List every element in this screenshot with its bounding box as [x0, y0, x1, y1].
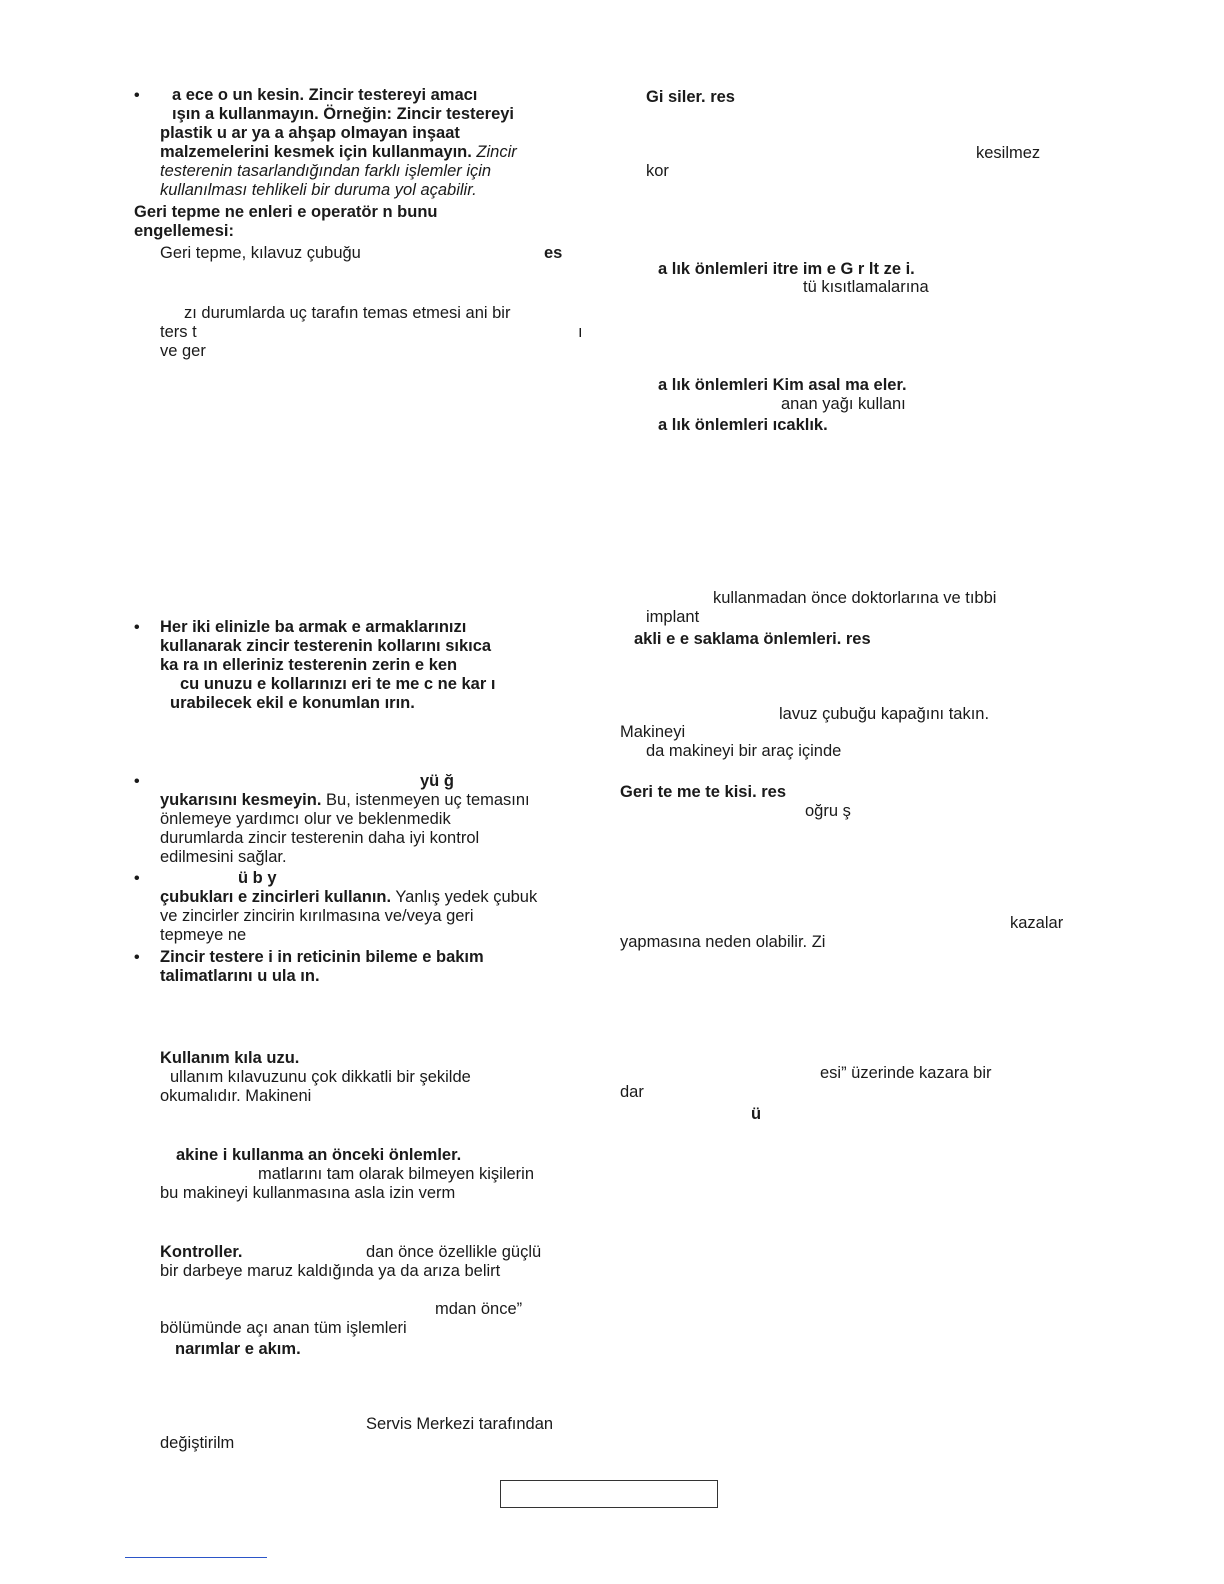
text-line: urabilecek ekil e konumlan ırın.: [170, 694, 415, 712]
text-line: dar: [620, 1083, 644, 1101]
text-line: kazalar: [1010, 914, 1064, 932]
text-line: ü: [751, 1105, 762, 1123]
text-line: okumalıdır. Makineni: [160, 1087, 312, 1105]
text-line: kullanmadan önce doktorlarına ve tıbbi: [713, 589, 997, 607]
bullet-dot: •: [134, 949, 140, 966]
bold-span: malzemelerini kesmek için kullanmayın.: [160, 143, 472, 161]
text-line: yü ğ: [420, 772, 454, 790]
section-heading: narımlar e akım.: [175, 1340, 301, 1358]
text-line: edilmesini sağlar.: [160, 848, 287, 866]
text-line: ve zincirler zincirin kırılmasına ve/veya geri: [160, 907, 474, 925]
text-line: bu makineyi kullanmasına asla izin verm: [160, 1184, 456, 1202]
text-line: tü kısıtlamalarına: [803, 278, 929, 296]
section-heading: a lık önlemleri Kim asal ma eler.: [658, 376, 907, 394]
bullet-dot: •: [134, 619, 140, 636]
bold-span: çubukları e zincirleri kullanın.: [160, 888, 392, 906]
text-line: ullanım kılavuzunu çok dikkatli bir şekilde: [170, 1068, 471, 1086]
text-line: implant: [646, 608, 700, 626]
section-heading: Geri te me te kisi. res: [620, 783, 787, 801]
section-heading: Geri tepme ne enleri e operatör n bunu: [134, 203, 438, 221]
text-line: [160, 791, 530, 810]
text-line: a ece o un kesin. Zincir testereyi amacı: [172, 86, 478, 104]
text-line: anan yağı kullanı: [781, 395, 906, 413]
text-line: oğru ş: [805, 802, 851, 820]
text-line: yapmasına neden olabilir. Zi: [620, 933, 826, 951]
text-line: [160, 888, 537, 907]
text-line: Servis Merkezi tarafından: [366, 1415, 554, 1433]
text-line: dan önce özellikle güçlü: [366, 1243, 542, 1261]
text-span: Yanlış yedek çubuk: [395, 888, 538, 906]
text-line: Makineyi: [620, 723, 686, 741]
section-heading: akli e e saklama önlemleri. res: [634, 630, 871, 648]
text-line: kullanarak zincir testerenin kollarını sıkıca: [160, 637, 492, 655]
section-heading: a lık önlemleri ıcaklık.: [658, 416, 828, 434]
text-line: kullanılması tehlikeli bir duruma yol açabilir.: [160, 181, 477, 199]
text-line: ka ra ın elleriniz testerenin zerin e ken: [160, 656, 458, 674]
section-heading: Kullanım kıla uzu.: [160, 1049, 300, 1067]
text-line: bir darbeye maruz kaldığında ya da arıza belirt: [160, 1262, 501, 1280]
text-line: talimatlarını u ula ın.: [160, 967, 320, 985]
page-number-box: [500, 1480, 718, 1508]
section-heading: Gi siler. res: [646, 88, 735, 106]
section-heading: Kontroller.: [160, 1243, 243, 1261]
footer-rule: [125, 1557, 267, 1558]
section-heading: akine i kullanma an önceki önlemler.: [176, 1146, 462, 1164]
text-line: da makineyi bir araç içinde: [646, 742, 842, 760]
text-line: ü b y: [238, 869, 277, 887]
bold-span: yukarısını kesmeyin.: [160, 791, 322, 809]
text-line: ters t: [160, 323, 197, 341]
text-line: durumlarda zincir testerenin daha iyi kontrol: [160, 829, 480, 847]
text-line: Geri tepme, kılavuz çubuğu: [160, 244, 361, 262]
text-line: [160, 143, 517, 162]
text-span: Bu, istenmeyen uç temasını: [326, 791, 530, 809]
text-line: esi” üzerinde kazara bir: [820, 1064, 992, 1082]
text-line: ışın a kullanmayın. Örneğin: Zincir testereyi: [172, 105, 515, 123]
text-line: Zincir testere i in reticinin bileme e bakım: [160, 948, 484, 966]
text-line: cu unuzu e kollarınızı eri te me c ne kar ı: [180, 675, 496, 693]
text-line: lavuz çubuğu kapağını takın.: [779, 705, 990, 723]
text-line: önlemeye yardımcı olur ve beklenmedik: [160, 810, 451, 828]
text-line: tepmeye ne: [160, 926, 247, 944]
text-line: matlarını tam olarak bilmeyen kişilerin: [258, 1165, 535, 1183]
text-line: Her iki elinizle ba armak e armaklarınızı: [160, 618, 467, 636]
text-line: değiştirilm: [160, 1434, 235, 1452]
text-line: ı: [578, 323, 583, 341]
text-line: plastik u ar ya a ahşap olmayan inşaat: [160, 124, 460, 142]
italic-span: Zincir: [476, 143, 517, 161]
text-line: mdan önce”: [435, 1300, 523, 1318]
bullet-dot: •: [134, 87, 140, 104]
text-line: kesilmez: [976, 144, 1041, 162]
text-line: ve ger: [160, 342, 206, 360]
section-heading: a lık önlemleri itre im e G r lt ze i.: [658, 260, 915, 278]
text-line: es: [544, 244, 563, 262]
bullet-dot: •: [134, 870, 140, 887]
bullet-dot: •: [134, 773, 140, 790]
text-line: zı durumlarda uç tarafın temas etmesi ani bir: [184, 304, 511, 322]
text-line: testerenin tasarlandığından farklı işlemler için: [160, 162, 492, 180]
section-heading: engellemesi:: [134, 222, 234, 240]
text-line: bölümünde açı anan tüm işlemleri: [160, 1319, 407, 1337]
text-line: kor: [646, 162, 669, 180]
